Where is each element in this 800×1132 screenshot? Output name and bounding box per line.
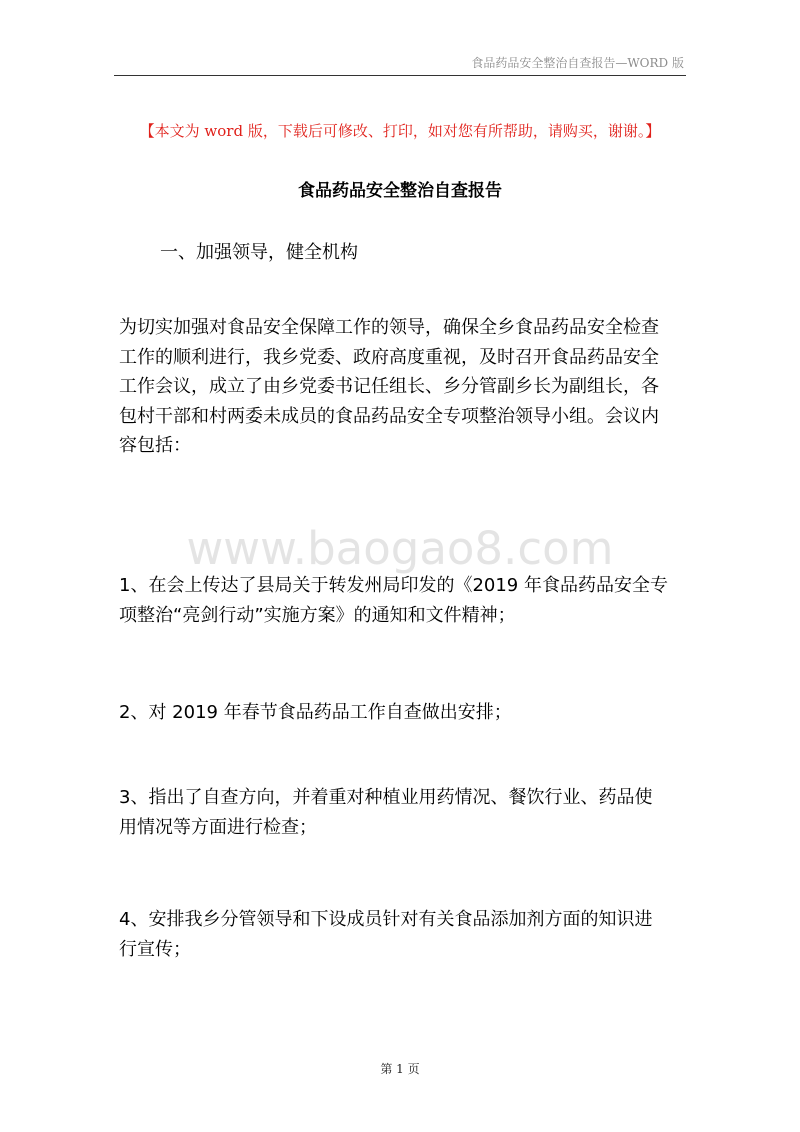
paragraph-line: 容包括：: [119, 435, 191, 456]
paragraph-line: 工作的顺利进行，我乡党委、政府高度重视，及时召开食品药品安全: [119, 346, 659, 368]
page-number: 第 1 页: [380, 1062, 420, 1076]
paragraph-line: 项整治“亮剑行动”实施方案》的通知和文件精神；: [119, 604, 516, 626]
paragraph-item-3: [119, 783, 699, 842]
paragraph-item-4: [119, 905, 699, 964]
paragraph-line: 工作会议，成立了由乡党委书记任组长、乡分管副乡长为副组长，各: [119, 376, 659, 397]
paragraph-line: 用情况等方面进行检查；: [119, 816, 317, 838]
purchase-notice: 【本文为 word 版，下载后可修改、打印，如对您有所帮助，请购买，谢谢。】: [139, 122, 661, 140]
paragraph-line: 为切实加强对食品安全保障工作的领导，确保全乡食品药品安全检查: [119, 317, 659, 338]
paragraph-line: 3、指出了自查方向，并着重对种植业用药情况、餐饮行业、药品使: [119, 787, 653, 808]
paragraph-item-2: [119, 698, 699, 728]
paragraph-line: 1、在会上传达了县局关于转发州局印发的《2019 年食品药品安全专: [119, 575, 668, 596]
paragraph-line: 行宣传；: [119, 938, 191, 960]
paragraph-line: 2、对 2019 年春节食品药品工作自查做出安排；: [119, 702, 512, 723]
paragraph-line: 4、安排我乡分管领导和下设成员针对有关食品添加剂方面的知识进: [119, 909, 653, 930]
header-rule: [114, 75, 686, 76]
paragraph-line: 包村干部和村两委未成员的食品药品安全专项整治领导小组。会议内: [119, 405, 659, 427]
paragraph-item-1: [119, 571, 699, 630]
paragraph-intro: [119, 313, 699, 461]
document-title: 食品药品安全整治自查报告: [298, 181, 502, 201]
section-heading: 一、加强领导，健全机构: [160, 242, 358, 263]
running-header: 食品药品安全整治自查报告—WORD 版: [471, 56, 684, 70]
watermark: www.baogao8.com: [186, 522, 614, 575]
